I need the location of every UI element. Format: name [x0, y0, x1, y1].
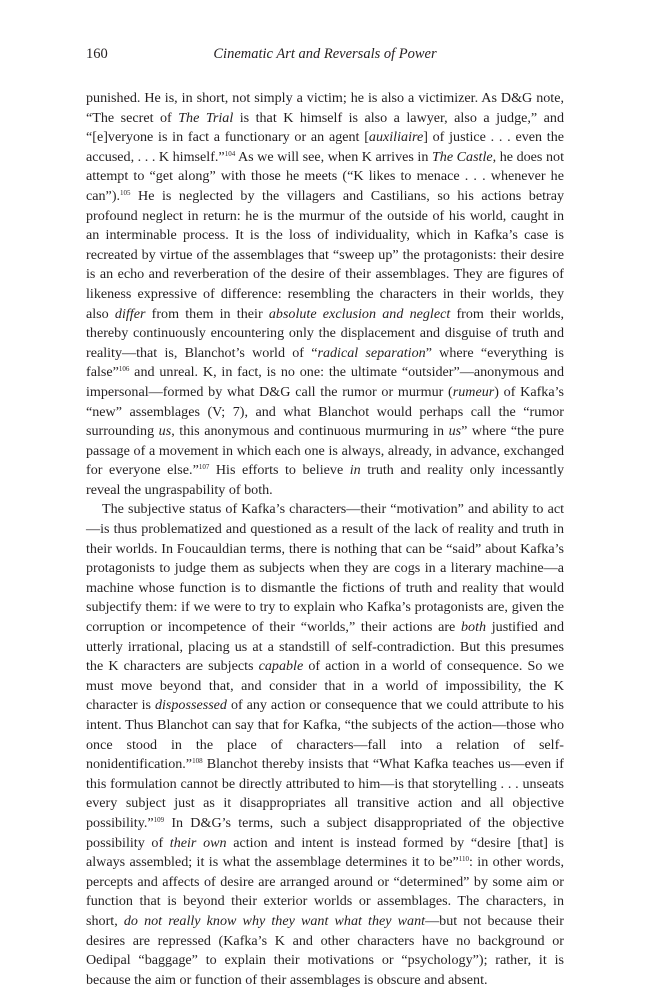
text-run: ” where “the pure passage of a movement in which each one is always, already, in advance, exchanged for everyone else.”: [86, 423, 564, 479]
italic-text: absolute exclusion and neglect: [268, 305, 451, 322]
italic-text: auxiliaire: [368, 129, 424, 146]
italic-text: capable: [258, 658, 304, 675]
text-run: is that K himself is also a lawyer, also a judge,” and “[e]veryone is in fact a functionary or an agent [: [86, 109, 564, 146]
text-run: , this anonymous and continuous murmuring in: [171, 423, 449, 440]
text-run: : in other words, percepts and affects of desire are arranged around or “determined” by some aim or function that is beyond their exterior worlds or assemblages. The characters, in short,: [86, 854, 564, 929]
italic-text: dispossessed: [154, 697, 227, 714]
italic-text: The Trial: [178, 109, 234, 126]
text-run: , he does not attempt to “get along” with those he meets (“K likes to menace . . . whenever he can”).: [86, 148, 564, 204]
italic-text: in: [349, 462, 361, 479]
footnote-ref: 106: [118, 365, 130, 374]
footnote-ref: 110: [458, 855, 469, 864]
running-title: Cinematic Art and Reversals of Power: [213, 46, 437, 62]
text-run: and unreal. K, in fact, is no one: the ultimate “outsider”—anonymous and impersonal—formed by what D&G call the rumor or murmur (: [86, 364, 564, 400]
italic-text: their own: [169, 834, 227, 851]
italic-text: differ: [114, 305, 146, 322]
italic-text: The Castle: [431, 148, 493, 165]
footnote-ref: 104: [224, 149, 236, 158]
text-run: He is neglected by the villagers and Castilians, so his actions betray profound neglect in return: he is the murmur of the outside of his world, caught in an interminable process. It is the loss of individuality, which in Kafka’s case is recreated by virtue of the assemblages that “sweep up” the protagonists: their desire is an echo and reverberation of the desire of their assemblages. They are figures of likeness expressive of difference: resembling the characters in their worlds, they also: [86, 187, 564, 322]
text-run: of any action or consequence that we could attribute to his intent. Thus Blanchot can say that for Kafka, “the subjects of the action—those who once stood in the place of characters—fall into a relation of self-nonidentification.”: [86, 697, 564, 773]
text-run: action and intent is instead formed by “desire [that] is always assembled; it is what the assemblage determines it to be”: [86, 834, 564, 871]
text-run: truth and reality only incessantly reveal the ungraspability of both.: [86, 462, 564, 498]
italic-text: us: [158, 423, 172, 440]
text-run: —but not because their desires are repressed (Kafka’s K and other characters have no background or Oedipal “baggage” to explain their motivations or “psychology”); rather, it is because the aim or function of their assemblages is obscure and absent.: [86, 912, 564, 988]
text-run: ” where “everything is false”: [86, 344, 564, 381]
text-run: In D&G’s terms, such a subject disappropriated of the objective possibility of: [86, 814, 564, 851]
footnote-ref: 107: [198, 463, 210, 472]
italic-text: do not really know why they want what they want: [123, 912, 426, 929]
page-number: 160: [86, 46, 108, 62]
text-run: The subjective status of Kafka’s characters—their “motivation” and ability to act—is thus problematized and questioned as a result of the lack of reality and truth in their worlds. In Foucauldian terms, there is nothing that can be “said” about Kafka’s protagonists to judge them as subjects when they are cogs in a literary machine—a machine whose function is to dismantle the fictions of truth and reality that would subjectify them: if we were to try to explain who Kafka’s protagonists are, given the corruption or incompetence of their “worlds,” their actions are: [86, 501, 564, 636]
text-run: His efforts to believe: [209, 462, 350, 479]
body-text: [86, 89, 564, 990]
footnote-ref: 108: [192, 757, 203, 766]
text-run: punished. He is, in short, not simply a victim; he is also a victimizer. As D&G note, “The secret of: [86, 90, 564, 126]
text-run: ) of Kafka’s “new” assemblages (V; 7), and what Blanchot would perhaps call the “rumor surrounding: [86, 383, 564, 440]
text-run: justified and utterly irrational, placing us at a standstill of self-contradiction. But this presumes the K characters are subjects: [86, 619, 564, 675]
italic-text: us: [448, 423, 462, 440]
italic-text: both: [460, 619, 487, 636]
text-run: from them in their: [145, 305, 269, 322]
footnote-ref: 109: [153, 815, 165, 824]
paragraph: [86, 89, 564, 500]
running-header: [86, 44, 564, 64]
text-run: ] of justice . . . even the accused, . . . K himself.”: [86, 129, 565, 165]
footnote-ref: 105: [120, 188, 131, 197]
text-run: of action in a world of consequence. So we must move beyond that, and consider that in a world of impossibility, the K character is: [86, 658, 564, 714]
paragraph: [86, 500, 564, 990]
italic-text: rumeur: [452, 383, 495, 400]
text-run: from their worlds, thereby continuously encountering only the displacement and disguise of truth and reality—that is, Blanchot’s world of “: [86, 305, 565, 361]
text-run: As we will see, when K arrives in: [235, 148, 432, 165]
text-run: Blanchot thereby insists that “What Kafka teaches us—even if this formulation cannot be directly attributed to him—is that storytelling . . . unseats every subject just as it disappropriates all transitive action and all objective possibility.”: [86, 756, 564, 831]
italic-text: radical separation: [317, 344, 426, 361]
